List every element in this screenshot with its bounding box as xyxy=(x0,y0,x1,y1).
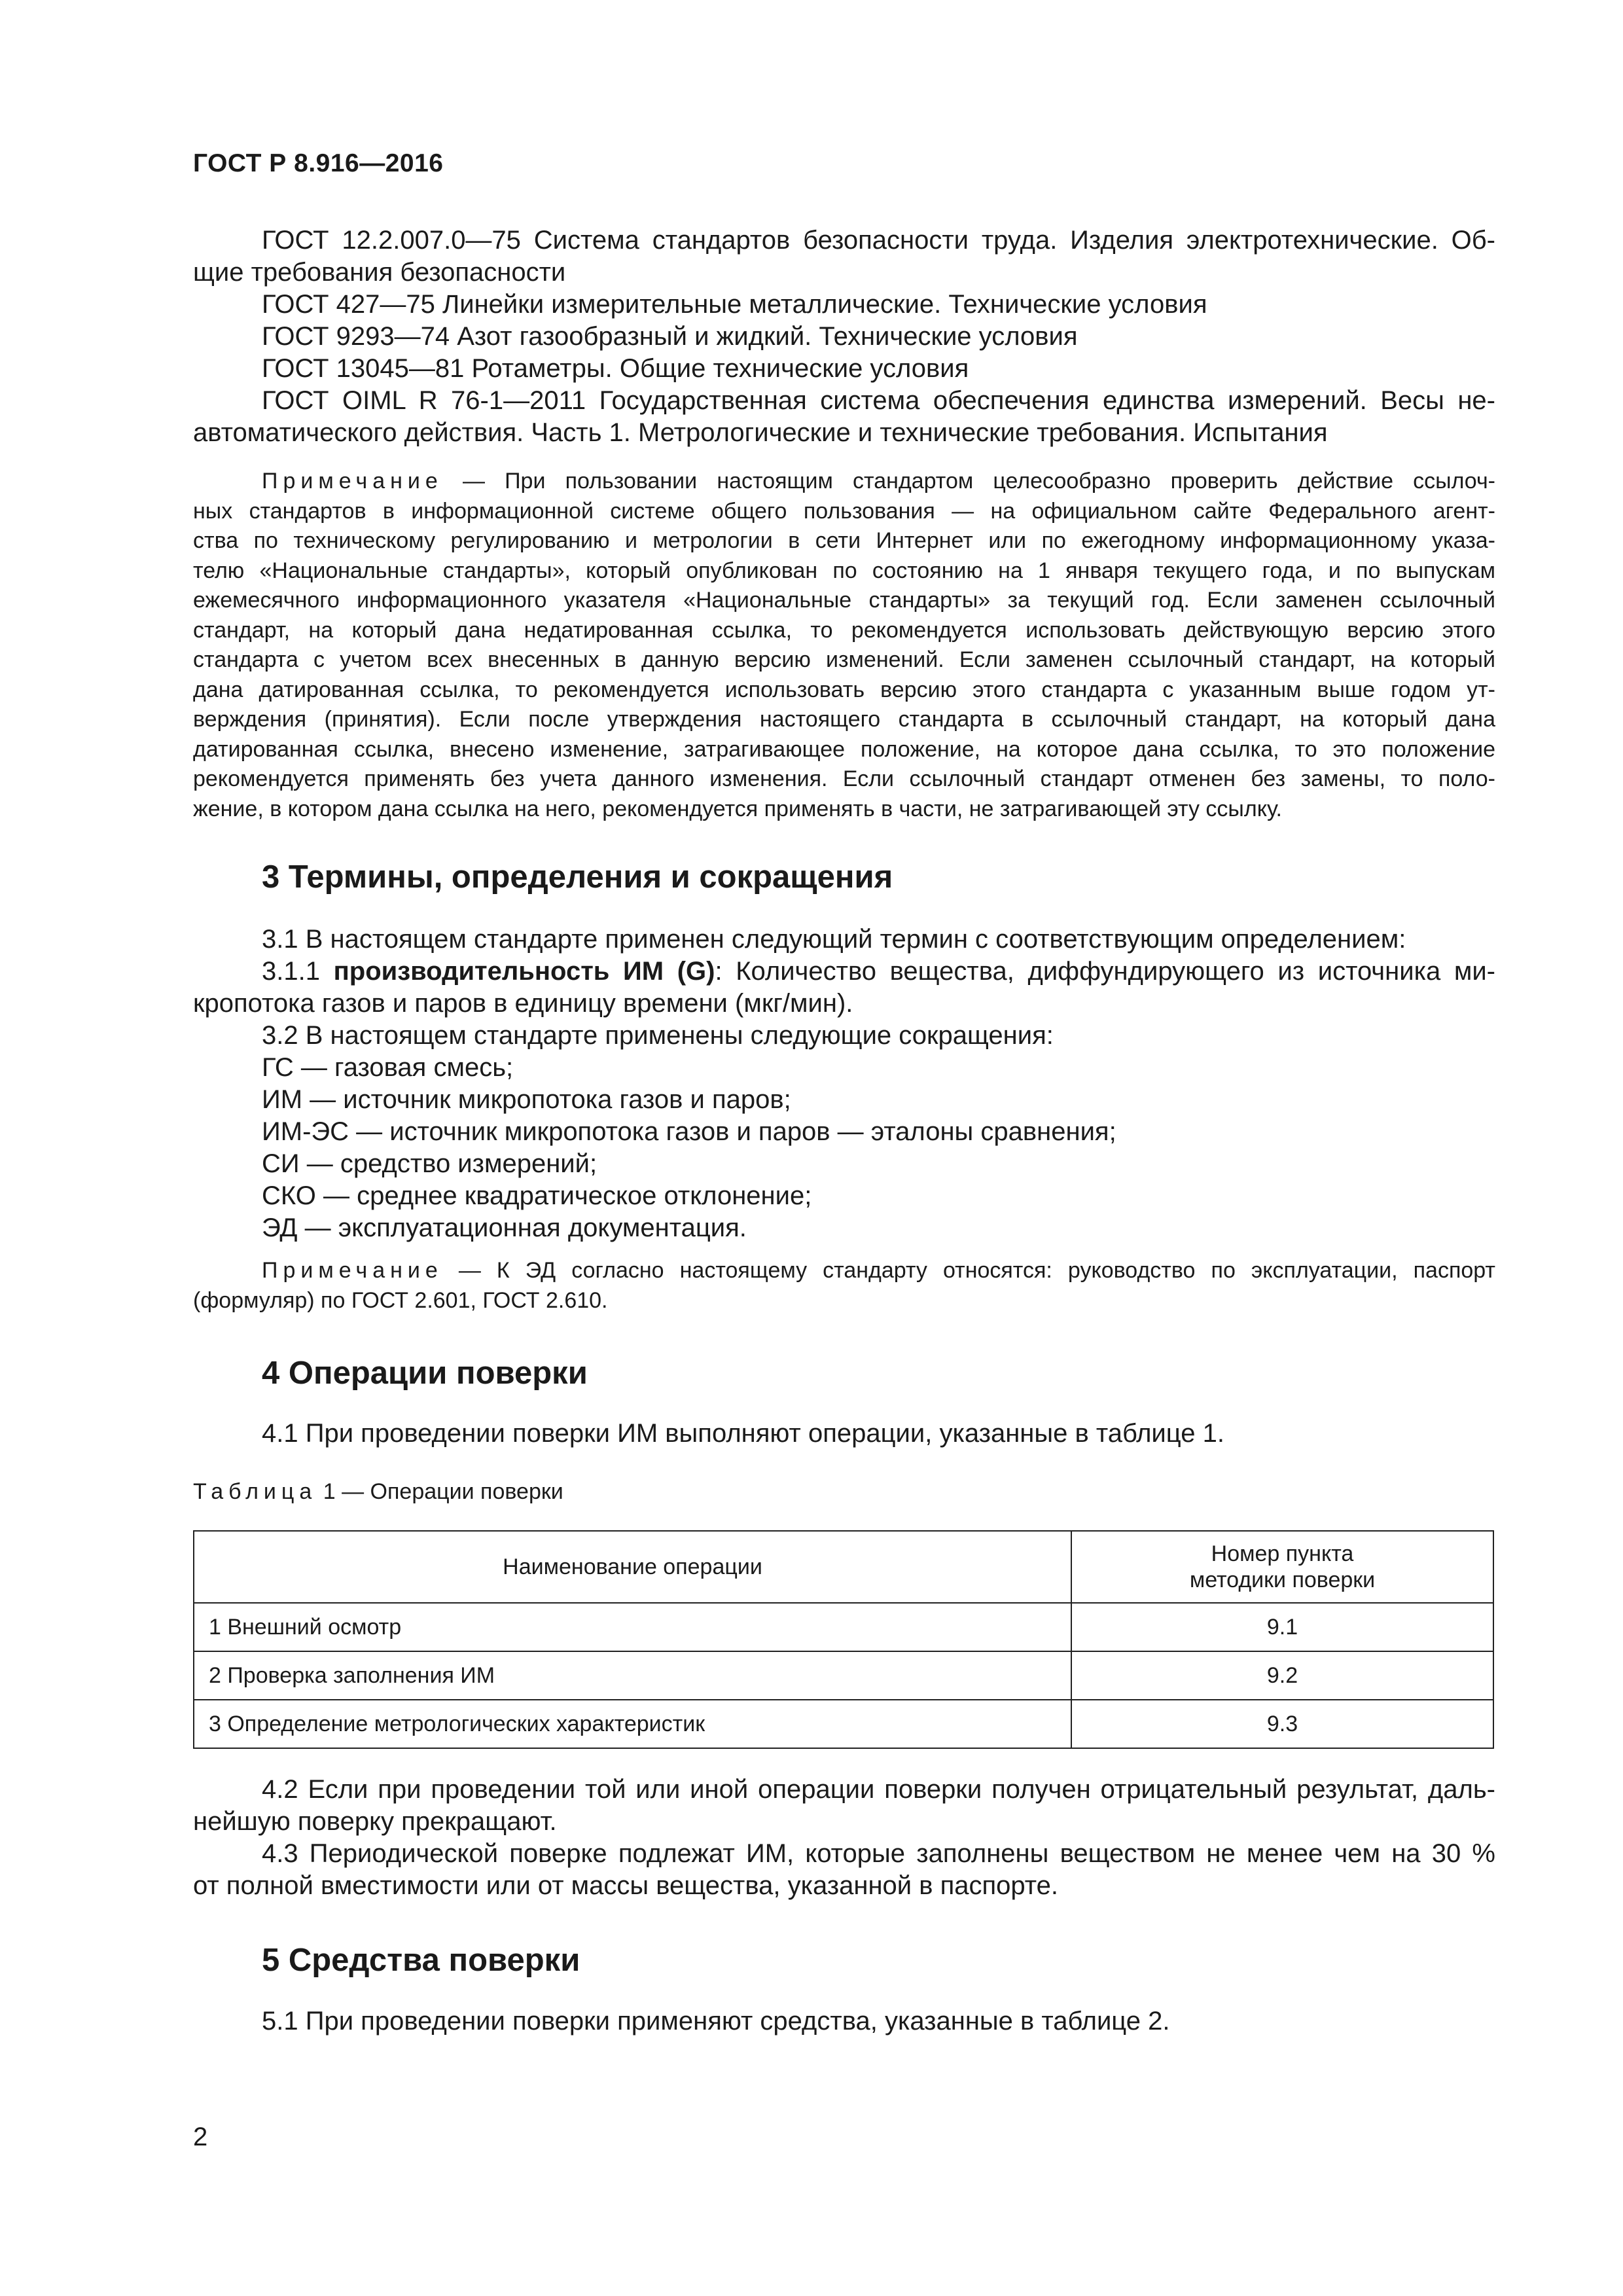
note-line: верждения (принятия). Если после утверждения настоящего стандарта в ссылочный стандарт, на который дана xyxy=(193,707,1495,732)
abbrev-item: ГС — газовая смесь; xyxy=(262,1053,514,1082)
abbrev-item: ИМ-ЭС — источник микропотока газов и паров — эталоны сравнения; xyxy=(262,1117,1116,1146)
ref-line: автоматического действия. Часть 1. Метрологические и технические требования. Испытания xyxy=(193,418,1328,447)
note-line: дана датированная ссылка, то рекомендуется использовать версию этого стандарта с указанным выше годом ут- xyxy=(193,677,1495,702)
para-3-1-1-cont: кропотока газов и паров в единицу времени (мкг/мин). xyxy=(193,989,853,1018)
ref-line: ГОСТ 13045—81 Ротаметры. Общие технические условия xyxy=(262,354,969,383)
para-3-1: 3.1 В настоящем стандарте применен следующий термин с соответствующим определением: xyxy=(262,925,1406,954)
table-cell-num: 9.1 xyxy=(1071,1603,1493,1651)
term-bold: производительность ИМ (G) xyxy=(333,957,715,986)
section-3-note xyxy=(193,1256,1495,1316)
para-4-3: 4.3 Периодической поверке подлежат ИМ, которые заполнены веществом не менее чем на 30 % xyxy=(262,1839,1495,1868)
note-label: Примечание xyxy=(262,1258,443,1283)
para-5-1: 5.1 При проведении поверки применяют средства, указанные в таблице 2. xyxy=(262,2007,1170,2036)
table-row xyxy=(194,1651,1493,1700)
note-line: телю «Национальные стандарты», который опубликован по состоянию на 1 января текущего года, и по выпускам xyxy=(193,558,1495,583)
section-4-title: 4 Операции поверки xyxy=(262,1355,588,1391)
references-note xyxy=(193,467,1495,824)
section-3-body xyxy=(193,924,1495,1244)
table-cell-name: 3 Определение метрологических характеристик xyxy=(194,1700,1071,1748)
note-line: датированная ссылка, внесено изменение, затрагивающее положение, на которое дана ссылка, то это положение xyxy=(193,736,1495,762)
note-line: рекомендуется применять без учета данного изменения. Если ссылочный стандарт отменен без замены, то поло- xyxy=(193,766,1495,791)
para-4-3-cont: от полной вместимости или от массы вещества, указанной в паспорте. xyxy=(193,1871,1059,1900)
note-label: Примечание xyxy=(262,469,443,493)
ref-line: ГОСТ 9293—74 Азот газообразный и жидкий. Технические условия xyxy=(262,322,1078,351)
note-line: Примечание — К ЭД согласно настоящему стандарту относятся: руководство по эксплуатации, паспорт xyxy=(262,1258,1495,1283)
note-line: Примечание — При пользовании настоящим стандартом целесообразно проверить действие ссылоч- xyxy=(262,469,1495,493)
table-cell-num: 9.3 xyxy=(1071,1700,1493,1748)
ref-line: щие требования безопасности xyxy=(193,258,566,287)
section-3-title: 3 Термины, определения и сокращения xyxy=(262,859,893,895)
document-header: ГОСТ Р 8.916—2016 xyxy=(193,149,444,177)
section-5-title: 5 Средства поверки xyxy=(262,1943,580,1978)
note-line: жение, в котором дана ссылка на него, рекомендуется применять в части, не затрагивающей эту ссылку. xyxy=(193,796,1283,821)
note-line: ежемесячного информационного указателя «Национальные стандарты» за текущий год. Если заменен ссылочный xyxy=(193,588,1495,613)
table-header-cell: Номер пункта методики поверки xyxy=(1071,1531,1493,1603)
table-header-cell: Наименование операции xyxy=(194,1531,1071,1603)
section-4-intro xyxy=(193,1418,1495,1450)
abbrev-item: ИМ — источник микропотока газов и паров; xyxy=(262,1085,791,1114)
section-4-body xyxy=(193,1774,1495,1902)
table-cell-name: 2 Проверка заполнения ИМ xyxy=(194,1651,1071,1700)
table-caption-label: Таблица xyxy=(193,1479,317,1504)
operations-table xyxy=(193,1530,1494,1749)
table-cell-num: 9.2 xyxy=(1071,1651,1493,1700)
references-list xyxy=(193,224,1495,449)
note-line: ных стандартов в информационной системе общего пользования — на официальном сайте Федерального агент- xyxy=(193,498,1495,524)
section-5-body xyxy=(193,2005,1495,2037)
para-3-2: 3.2 В настоящем стандарте применены следующие сокращения: xyxy=(262,1021,1054,1050)
para-4-1: 4.1 При проведении поверки ИМ выполняют операции, указанные в таблице 1. xyxy=(262,1419,1224,1448)
table-cell-name: 1 Внешний осмотр xyxy=(194,1603,1071,1651)
abbrev-item: ЭД — эксплуатационная документация. xyxy=(262,1213,747,1242)
note-line: ства по техническому регулированию и метрологии в сети Интернет или по ежегодному информационному указа- xyxy=(193,528,1495,553)
table-row xyxy=(194,1700,1493,1748)
table-header-row xyxy=(194,1531,1493,1603)
note-line: стандарт, на который дана недатированная ссылка, то рекомендуется использовать действующую версию этого xyxy=(193,617,1495,643)
page-number: 2 xyxy=(193,2123,208,2151)
note-line: стандарта с учетом всех внесенных в данную версию изменений. Если заменен ссылочный стандарт, на который xyxy=(193,647,1495,672)
note-line: (формуляр) по ГОСТ 2.601, ГОСТ 2.610. xyxy=(193,1287,608,1313)
table-row xyxy=(194,1603,1493,1651)
abbrev-item: СИ — средство измерений; xyxy=(262,1149,597,1178)
table-caption: Таблица 1 — Операции поверки xyxy=(193,1479,563,1504)
abbrev-item: СКО — среднее квадратическое отклонение; xyxy=(262,1181,812,1210)
ref-line: ГОСТ 427—75 Линейки измерительные металлические. Технические условия xyxy=(262,290,1207,319)
para-4-2: 4.2 Если при проведении той или иной операции поверки получен отрицательный результат, даль- xyxy=(262,1775,1495,1804)
para-4-2-cont: нейшую поверку прекращают. xyxy=(193,1807,557,1836)
para-3-1-1: 3.1.1 производительность ИМ (G): Количество вещества, диффундирующего из источника ми- xyxy=(262,957,1495,986)
ref-line: ГОСТ 12.2.007.0—75 Система стандартов безопасности труда. Изделия электротехнические. Об- xyxy=(262,226,1495,255)
ref-line: ГОСТ OIML R 76-1—2011 Государственная система обеспечения единства измерений. Весы не- xyxy=(262,386,1495,415)
